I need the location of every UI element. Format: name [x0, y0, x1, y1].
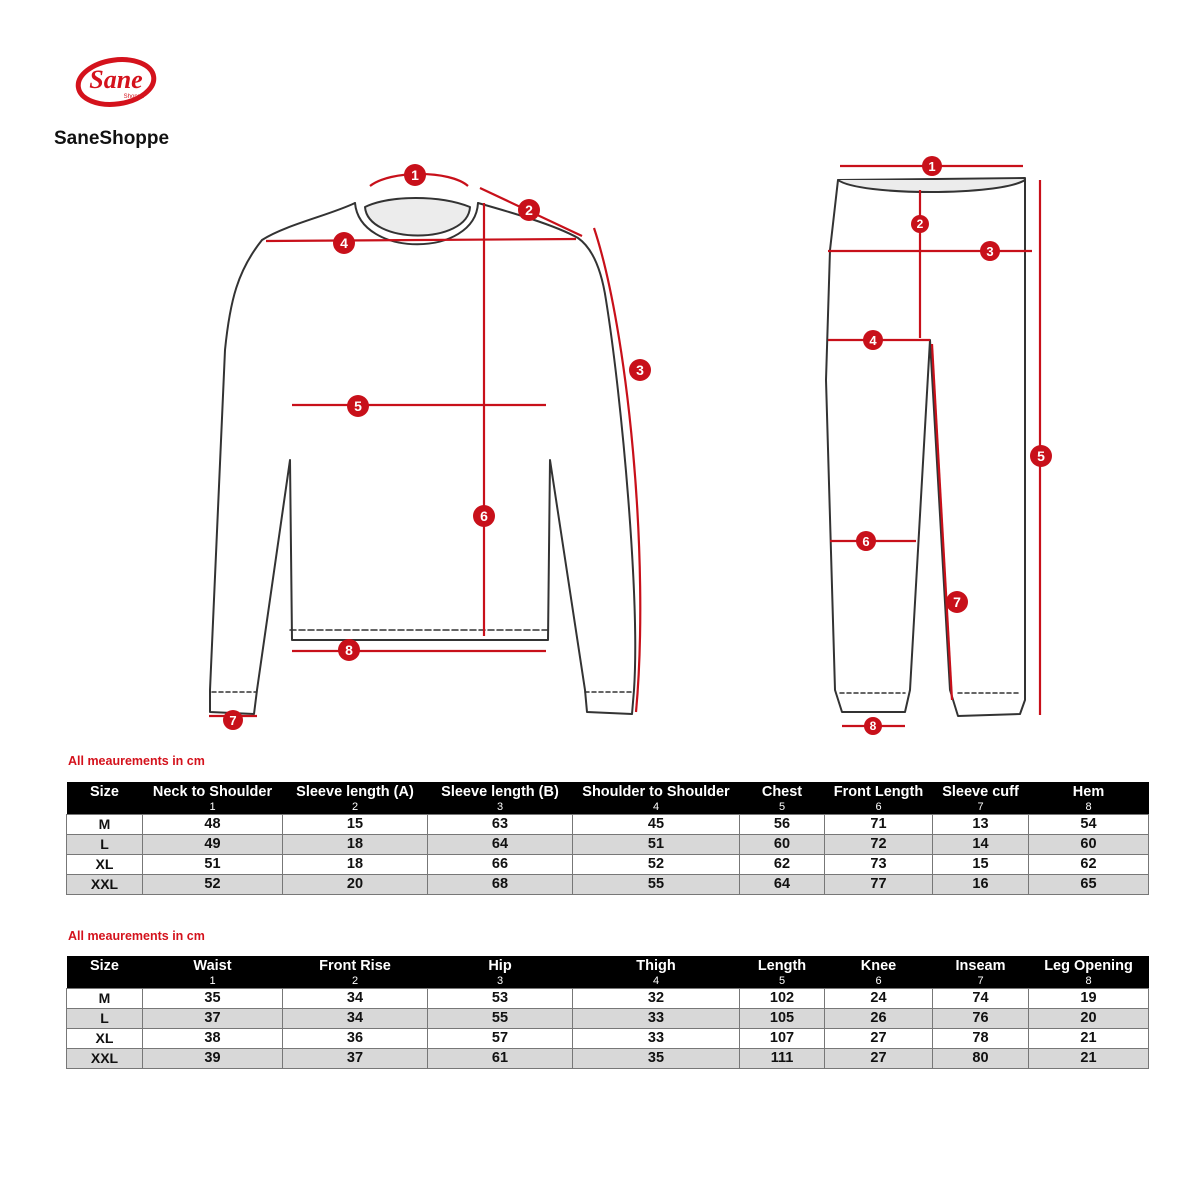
value-cell: 34 [283, 989, 428, 1009]
top-table-header [67, 782, 1149, 815]
svg-text:3: 3 [986, 244, 994, 259]
value-cell: 62 [1029, 855, 1149, 875]
bottom-table-note: All meaurements in cm [68, 929, 205, 943]
table-row [67, 875, 1149, 895]
value-cell: 107 [740, 1029, 825, 1049]
bottom-header-num: 1 [209, 975, 216, 987]
value-cell: 53 [428, 989, 573, 1009]
svg-text:1: 1 [411, 167, 419, 183]
bottom-header-8 [1029, 956, 1149, 989]
svg-text:2: 2 [916, 217, 924, 231]
value-cell: 32 [573, 989, 740, 1009]
pants-marker-8 [864, 717, 882, 735]
top-header-num: 6 [875, 801, 882, 813]
value-cell: 18 [283, 835, 428, 855]
bottom-header-label: Waist [193, 958, 232, 974]
table-row [67, 1049, 1149, 1069]
top-header-num: 1 [209, 801, 216, 813]
value-cell: 71 [825, 815, 933, 835]
shirt-marker-8 [338, 639, 360, 661]
value-cell: 60 [1029, 835, 1149, 855]
table-row [67, 815, 1149, 835]
top-header-2 [283, 782, 428, 815]
top-header-8 [1029, 782, 1149, 815]
value-cell: 36 [283, 1029, 428, 1049]
value-cell: 66 [428, 855, 573, 875]
top-header-num [69, 801, 141, 814]
top-header-num: 8 [1085, 801, 1092, 813]
value-cell: 78 [933, 1029, 1029, 1049]
value-cell: 65 [1029, 875, 1149, 895]
brand-name: SaneShoppe [54, 128, 170, 149]
value-cell: 14 [933, 835, 1029, 855]
value-cell: 18 [283, 855, 428, 875]
table-row [67, 1009, 1149, 1029]
top-header-1 [143, 782, 283, 815]
value-cell: 37 [143, 1009, 283, 1029]
value-cell: 45 [573, 815, 740, 835]
table-row [67, 1029, 1149, 1049]
value-cell: 20 [1029, 1009, 1149, 1029]
value-cell: 38 [143, 1029, 283, 1049]
size-cell: M [67, 989, 143, 1009]
bottom-header-num: 8 [1085, 975, 1092, 987]
bottom-header-2 [283, 956, 428, 989]
value-cell: 80 [933, 1049, 1029, 1069]
value-cell: 19 [1029, 989, 1149, 1009]
value-cell: 15 [283, 815, 428, 835]
bottom-header-num: 4 [652, 975, 660, 987]
table-row [67, 855, 1149, 875]
size-cell: XXL [67, 875, 143, 895]
top-header-label: Sleeve length (B) [441, 784, 559, 800]
top-header-num: 5 [778, 801, 786, 813]
shirt-marker-1 [404, 164, 426, 186]
top-header-label: Chest [761, 784, 803, 800]
value-cell: 35 [573, 1049, 740, 1069]
table-row [67, 989, 1149, 1009]
shirt-marker-5 [347, 395, 369, 417]
value-cell: 33 [573, 1009, 740, 1029]
svg-text:7: 7 [229, 713, 237, 728]
value-cell: 77 [825, 875, 933, 895]
value-cell: 26 [825, 1009, 933, 1029]
value-cell: 60 [740, 835, 825, 855]
logo-subtext: Shoppe [123, 94, 145, 100]
value-cell: 51 [143, 855, 283, 875]
value-cell: 56 [740, 815, 825, 835]
bottom-header-label: Thigh [636, 958, 676, 974]
value-cell: 21 [1029, 1049, 1149, 1069]
value-cell: 20 [283, 875, 428, 895]
pants-marker-3 [980, 241, 1000, 261]
svg-text:5: 5 [354, 398, 362, 414]
top-header-num: 2 [351, 801, 359, 813]
value-cell: 74 [933, 989, 1029, 1009]
value-cell: 105 [740, 1009, 825, 1029]
bottom-header-num: 5 [778, 975, 786, 987]
bottom-header-label: Hip [488, 958, 512, 974]
value-cell: 52 [143, 875, 283, 895]
svg-text:7: 7 [953, 594, 961, 610]
top-header-num: 7 [977, 801, 984, 813]
value-cell: 52 [573, 855, 740, 875]
shirt-marker-6 [473, 505, 495, 527]
pants-marker-1 [922, 156, 942, 176]
pants-marker-4 [863, 330, 883, 350]
shirt-marker-7 [223, 710, 243, 730]
shirt-outline [210, 203, 635, 714]
bottom-header-num: 3 [496, 975, 504, 987]
bottom-header-0 [67, 956, 143, 989]
size-cell: XXL [67, 1049, 143, 1069]
bottom-header-4 [573, 956, 740, 989]
top-header-7 [933, 782, 1029, 815]
top-header-6 [825, 782, 933, 815]
size-cell: XL [67, 1029, 143, 1049]
bottom-header-6 [825, 956, 933, 989]
value-cell: 64 [428, 835, 573, 855]
top-header-label: Size [89, 784, 119, 800]
top-header-0 [67, 782, 143, 815]
value-cell: 76 [933, 1009, 1029, 1029]
value-cell: 64 [740, 875, 825, 895]
bottom-header-label: Inseam [955, 958, 1006, 974]
value-cell: 21 [1029, 1029, 1149, 1049]
bottom-header-num: 7 [977, 975, 984, 987]
top-header-label: Hem [1072, 784, 1105, 800]
bottom-header-num: 2 [351, 975, 359, 987]
top-header-label: Front Length [833, 784, 924, 800]
pants-waistband [838, 180, 1025, 192]
value-cell: 57 [428, 1029, 573, 1049]
bottom-header-label: Size [89, 958, 119, 974]
bottom-table-header [67, 956, 1149, 989]
value-cell: 72 [825, 835, 933, 855]
bottom-header-5 [740, 956, 825, 989]
value-cell: 39 [143, 1049, 283, 1069]
top-header-4 [573, 782, 740, 815]
value-cell: 62 [740, 855, 825, 875]
value-cell: 33 [573, 1029, 740, 1049]
bottom-header-num: 6 [875, 975, 882, 987]
shirt-collar-inner [365, 198, 470, 236]
svg-text:1: 1 [928, 159, 936, 174]
value-cell: 16 [933, 875, 1029, 895]
value-cell: 55 [573, 875, 740, 895]
svg-text:4: 4 [869, 333, 877, 348]
top-header-label: Sleeve cuff [942, 784, 1019, 800]
pants-marker-7 [946, 591, 968, 613]
top-header-num: 3 [496, 801, 504, 813]
size-cell: L [67, 1009, 143, 1029]
value-cell: 15 [933, 855, 1029, 875]
value-cell: 27 [825, 1049, 933, 1069]
size-cell: L [67, 835, 143, 855]
value-cell: 63 [428, 815, 573, 835]
bottom-header-label: Knee [860, 958, 897, 974]
value-cell: 35 [143, 989, 283, 1009]
pants-marker-6 [856, 531, 876, 551]
bottom-header-7 [933, 956, 1029, 989]
shirt-marker-3 [629, 359, 651, 381]
bottom-header-1 [143, 956, 283, 989]
value-cell: 48 [143, 815, 283, 835]
svg-text:6: 6 [480, 508, 488, 524]
value-cell: 13 [933, 815, 1029, 835]
value-cell: 61 [428, 1049, 573, 1069]
value-cell: 111 [740, 1049, 825, 1069]
value-cell: 24 [825, 989, 933, 1009]
svg-text:8: 8 [869, 719, 877, 733]
value-cell: 51 [573, 835, 740, 855]
table-row [67, 835, 1149, 855]
value-cell: 102 [740, 989, 825, 1009]
top-header-num: 4 [652, 801, 660, 813]
top-header-5 [740, 782, 825, 815]
pants-marker-2 [911, 215, 929, 233]
value-cell: 55 [428, 1009, 573, 1029]
bottom-header-3 [428, 956, 573, 989]
value-cell: 37 [283, 1049, 428, 1069]
bottom-header-num [69, 975, 141, 988]
shirt-marker-4 [333, 232, 355, 254]
top-header-label: Sleeve length (A) [296, 784, 414, 800]
top-header-3 [428, 782, 573, 815]
size-cell: M [67, 815, 143, 835]
top-header-label: Shoulder to Shoulder [582, 784, 730, 800]
value-cell: 27 [825, 1029, 933, 1049]
value-cell: 34 [283, 1009, 428, 1029]
svg-text:2: 2 [525, 202, 533, 218]
brand-logo [72, 52, 160, 116]
top-header-label: Neck to Shoulder [152, 784, 273, 800]
svg-text:6: 6 [862, 534, 870, 549]
logo-text: Sane [89, 65, 143, 94]
value-cell: 49 [143, 835, 283, 855]
pants-marker-5 [1030, 445, 1052, 467]
svg-text:3: 3 [636, 362, 644, 378]
bottom-header-label: Length [757, 958, 807, 974]
garment-illustration [0, 150, 1200, 750]
size-cell: XL [67, 855, 143, 875]
value-cell: 54 [1029, 815, 1149, 835]
shirt-marker-2 [518, 199, 540, 221]
svg-text:5: 5 [1037, 448, 1045, 464]
value-cell: 68 [428, 875, 573, 895]
bottom-size-table [66, 956, 1149, 1069]
value-cell: 73 [825, 855, 933, 875]
bottom-header-label: Leg Opening [1044, 958, 1133, 974]
svg-text:8: 8 [345, 642, 353, 658]
bottom-header-label: Front Rise [319, 958, 391, 974]
top-table-note: All meaurements in cm [68, 754, 205, 768]
svg-text:4: 4 [340, 235, 348, 251]
top-size-table [66, 782, 1149, 895]
